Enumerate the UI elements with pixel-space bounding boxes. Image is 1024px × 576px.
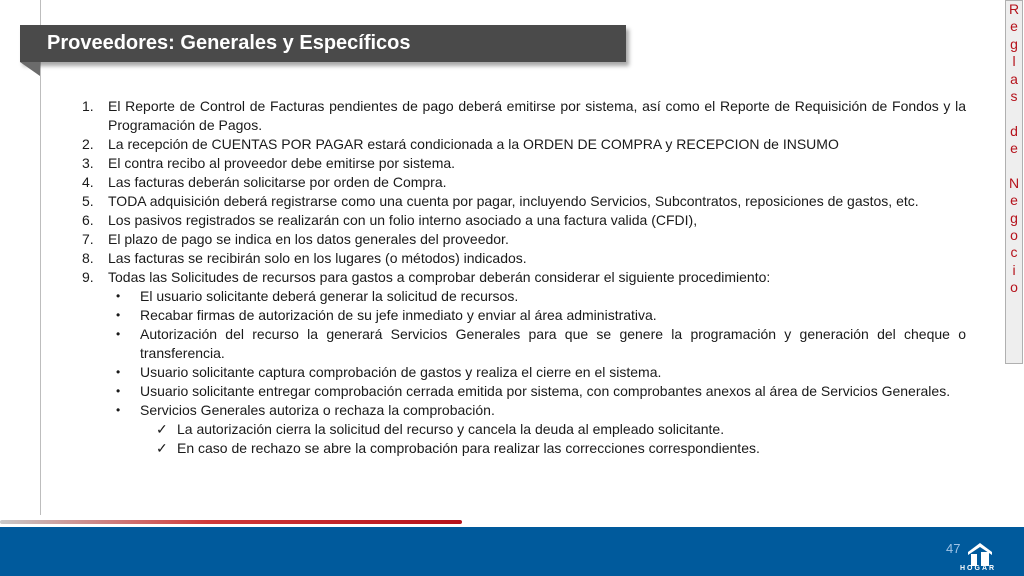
side-label-char: e: [1010, 18, 1018, 35]
side-label-char: d: [1010, 122, 1018, 139]
list-item: [82, 97, 966, 135]
checkmark-icon: ✓: [156, 421, 168, 437]
bullet-icon: •: [116, 365, 121, 379]
side-label-char: N: [1008, 174, 1020, 191]
side-label-char: c: [1010, 244, 1018, 261]
rules-list: [82, 97, 966, 458]
bullet-icon: •: [116, 308, 121, 322]
bullet-item: [82, 363, 966, 382]
bullet-icon: •: [116, 403, 121, 417]
bullet-item: [82, 401, 966, 420]
item-number: 3.: [82, 155, 94, 171]
side-label-char: i: [1012, 261, 1016, 278]
logo-text: HOGAR: [960, 565, 997, 572]
bullet-text: El usuario solicitante deberá generar la solicitud de recursos.: [140, 288, 519, 304]
item-number: 5.: [82, 193, 94, 209]
side-label-char: l: [1012, 53, 1016, 70]
side-label-char: o: [1010, 227, 1018, 244]
item-number: 1.: [82, 98, 94, 114]
bullet-icon: •: [116, 327, 121, 341]
title-banner: [20, 25, 626, 62]
side-label-char: e: [1010, 192, 1018, 209]
item-number: 9.: [82, 269, 94, 285]
bullet-item: [82, 325, 966, 363]
bullet-item: [82, 306, 966, 325]
check-item: [82, 420, 966, 439]
check-text: La autorización cierra la solicitud del recurso y cancela la deuda al empleado solicitante.: [177, 421, 725, 437]
bullet-item: [82, 382, 966, 401]
item-text: La recepción de CUENTAS POR PAGAR estará condicionada a la ORDEN DE COMPRA y RECEPCION de INSUMO: [108, 136, 839, 152]
list-item: [82, 173, 966, 192]
bullet-text: Recabar firmas de autorización de su jefe inmediato y enviar al área administrativa.: [140, 307, 657, 323]
list-item: [82, 249, 966, 268]
item-number: 6.: [82, 212, 94, 228]
side-label-char: o: [1010, 279, 1018, 296]
footer-bar: [0, 527, 1024, 576]
side-label-char: s: [1010, 87, 1018, 104]
item-text: TODA adquisición deberá registrarse como una cuenta por pagar, incluyendo Servicios, Subcontratos, reposiciones de gastos, etc.: [108, 193, 919, 209]
slide-title: Proveedores: Generales y Específicos: [47, 32, 411, 54]
item-text: El contra recibo al proveedor debe emitirse por sistema.: [108, 155, 456, 171]
item-text: Las facturas deberán solicitarse por orden de Compra.: [108, 174, 447, 190]
bullet-item: [82, 287, 966, 306]
bullet-icon: •: [116, 289, 121, 303]
item-number: 8.: [82, 250, 94, 266]
bullet-icon: •: [116, 384, 121, 398]
check-item: [82, 439, 966, 458]
bullet-text: Usuario solicitante captura comprobación de gastos y realiza el cierre en el sistema.: [140, 364, 662, 380]
bullet-text: Servicios Generales autoriza o rechaza la comprobación.: [140, 402, 495, 418]
red-accent-line: [0, 520, 462, 524]
item-text: El Reporte de Control de Facturas pendientes de pago deberá emitirse por sistema, así como el Reporte de Requisición de Fondos y la Programación de Pagos.: [108, 98, 966, 133]
page-number: 47: [946, 541, 961, 556]
list-item: [82, 230, 966, 249]
item-text: Las facturas se recibirán solo en los lugares (o métodos) indicados.: [108, 250, 527, 266]
side-vertical-label: [1005, 0, 1023, 364]
side-label-char: R: [1008, 1, 1020, 17]
side-label-char: g: [1010, 35, 1018, 52]
side-label-char: [1006, 158, 1022, 175]
side-label-char: g: [1010, 209, 1018, 226]
bullet-text: Usuario solicitante entregar comprobación cerrada emitida por sistema, con comprobantes anexos al área de Servicios Generales.: [140, 383, 951, 399]
list-item: [82, 135, 966, 154]
side-label-char: a: [1010, 70, 1018, 87]
title-banner-fold: [20, 62, 40, 76]
item-number: 4.: [82, 174, 94, 190]
item-text: Los pasivos registrados se realizarán con un folio interno asociado a una factura valida (CFDI),: [108, 212, 698, 228]
item-text: El plazo de pago se indica en los datos generales del proveedor.: [108, 231, 509, 247]
side-label-char: [1006, 105, 1022, 122]
list-item: [82, 192, 966, 211]
checkmark-icon: ✓: [156, 440, 168, 456]
side-label-char: e: [1010, 140, 1018, 157]
item-number: 2.: [82, 136, 94, 152]
item-number: 7.: [82, 231, 94, 247]
list-item: [82, 154, 966, 173]
left-divider-line: [40, 0, 41, 515]
check-text: En caso de rechazo se abre la comprobación para realizar las correcciones correspondientes.: [177, 440, 760, 456]
item-text: Todas las Solicitudes de recursos para gastos a comprobar deberán considerar el siguiente procedimiento:: [108, 269, 771, 285]
bullet-text: Autorización del recurso la generará Servicios Generales para que se genere la programación y generación del cheque o transferencia.: [140, 326, 966, 361]
list-item: [82, 211, 966, 230]
list-item: [82, 268, 966, 287]
